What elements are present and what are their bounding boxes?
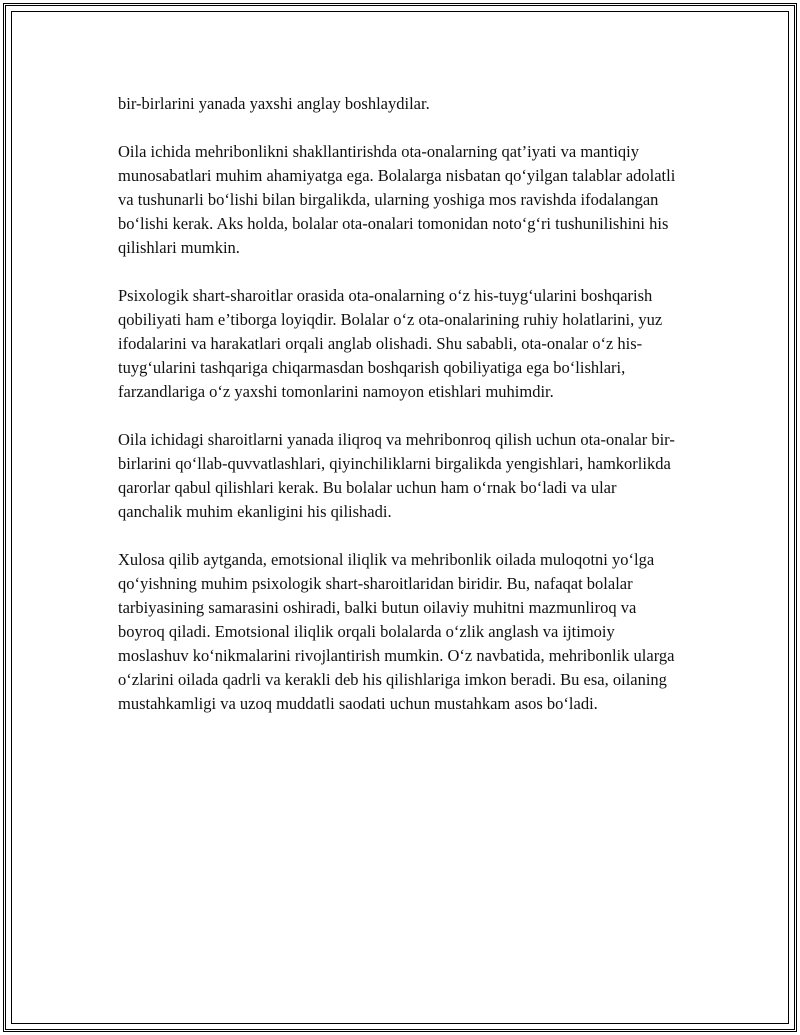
- paragraph-2: Oila ichida mehribonlikni shakllantirishda ota-onalarning qat’iyati va mantiqiy munosabatlari muhim ahamiyatga ega. Bolalarga nisbatan qo‘yilgan talablar adolatli va tushunarli bo‘lishi bilan birgalikda, ularning yoshiga mos ravishda ifodalangan bo‘lishi kerak. Aks holda, bolalar ota-onalari tomonidan noto‘g‘ri tushunilishini his qilishlari mumkin.: [118, 142, 676, 257]
- paragraph-5: Xulosa qilib aytganda, emotsional iliqlik va mehribonlik oilada muloqotni yo‘lga qo‘yishning muhim psixologik shart-sharoitlaridan biridir. Bu, nafaqat bolalar tarbiyasining samarasini oshiradi, balki butun oilaviy muhitni mazmunliroq va boyroq qiladi. Emotsional iliqlik orqali bolalarda o‘zlik anglash va ijtimoiy moslashuv ko‘nikmalarini rivojlantirish mumkin. O‘z navbatida, mehribonlik ularga o‘zlarini oilada qadrli va kerakli deb his qilishlariga imkon beradi. Bu esa, oilaning mustahkamligi va uzoq muddatli saodati uchun mustahkam asos bo‘ladi.: [118, 550, 675, 713]
- paragraph-4: Oila ichidagi sharoitlarni yanada iliqroq va mehribonroq qilish uchun ota-onalar bir-birlarini qo‘llab-quvvatlashlari, qiyinchiliklarni birgalikda yengishlari, hamkorlikda qarorlar qabul qilishlari kerak. Bu bolalar uchun ham o‘rnak bo‘ladi va ular qanchalik muhim ekanligini his qilishadi.: [118, 430, 675, 521]
- document-body: [118, 92, 678, 740]
- paragraph-3: Psixologik shart-sharoitlar orasida ota-onalarning o‘z his-tuyg‘ularini boshqarish qobiliyati ham e’tiborga loyiqdir. Bolalar o‘z ota-onalarining ruhiy holatlarini, yuz ifodalarini va harakatlari orqali anglab olishadi. Shu sababli, ota-onalar o‘z his-tuyg‘ularini tashqariga chiqarmasdan boshqarish qobiliyatiga ega bo‘lishlari, farzandlariga o‘z yaxshi tomonlarini namoyon etishlari muhimdir.: [118, 286, 663, 401]
- paragraph-1: bir-birlarini yanada yaxshi anglay boshlaydilar.: [118, 94, 430, 113]
